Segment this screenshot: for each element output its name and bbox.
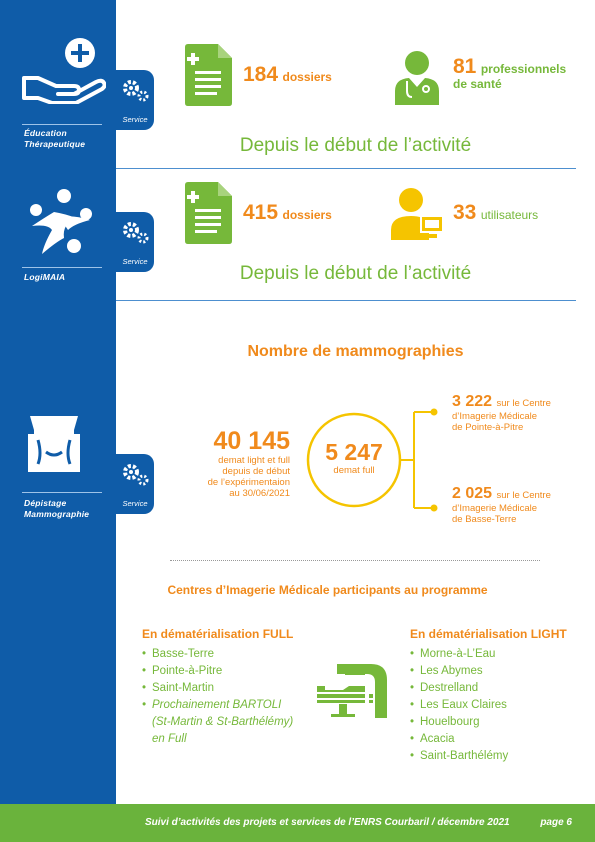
title-line: Mammographie — [24, 509, 90, 519]
stat-education-pros — [453, 55, 566, 91]
dotted-divider — [170, 560, 540, 561]
stat-logimaia-users — [453, 201, 538, 225]
list-item: • Pointe-à-Pitre — [142, 663, 293, 680]
divider — [22, 124, 102, 125]
list-item: • Morne-à-L’Eau — [410, 646, 508, 663]
user-computer-icon — [391, 186, 445, 242]
stat-caption: de Basse-Terre — [452, 514, 517, 525]
upcoming-line: en Full — [152, 733, 187, 745]
full-heading: En dématérialisation FULL — [142, 627, 294, 641]
page-number: page 6 — [540, 817, 572, 828]
section-title-education — [24, 128, 85, 150]
since-start-label: Depuis le début de l’activité — [239, 135, 472, 156]
sidebar — [0, 0, 116, 804]
stat-unit: dossiers — [282, 70, 332, 84]
stat-unit: de santé — [453, 77, 502, 91]
mammo-heading: Nombre de mammographies — [247, 343, 464, 360]
list-item: • Saint-Martin — [142, 680, 293, 697]
mammo-total — [180, 428, 290, 499]
list-item: • Basse-Terre — [142, 646, 293, 663]
divider — [22, 267, 102, 268]
footer-text: Suivi d’activités des projets et services de l’ENRS Courbaril / décembre 2021 — [145, 817, 510, 828]
stat-value: 33 — [453, 201, 477, 224]
list-item: • Houelbourg — [410, 714, 508, 731]
divider — [116, 168, 576, 169]
hand-care-icon — [22, 34, 106, 104]
divider — [22, 492, 102, 493]
stat-caption: demat full — [333, 465, 375, 476]
service-tab-education[interactable] — [116, 70, 154, 130]
service-tab-depistage[interactable] — [116, 454, 154, 514]
full-list — [142, 646, 293, 748]
title-line: Thérapeutique — [24, 139, 86, 149]
mammo-branch-pointe-a-pitre — [452, 393, 582, 433]
list-item: • Saint-Barthélémy — [410, 748, 508, 765]
document-icon — [183, 181, 235, 245]
stat-unit: professionnels — [480, 62, 567, 76]
divider — [116, 300, 576, 301]
service-label: Service — [122, 499, 148, 508]
stat-value: 184 — [243, 63, 279, 86]
stat-caption: demat light et full — [218, 455, 290, 466]
stat-value: 3 222 — [452, 393, 493, 410]
gears-icon — [122, 78, 150, 102]
list-item-upcoming — [142, 697, 293, 748]
stat-value: 81 — [453, 55, 477, 78]
doctor-icon — [393, 49, 441, 105]
stat-caption: depuis de début — [222, 466, 290, 477]
stat-value: 5 247 — [325, 439, 383, 465]
stat-value: 40 145 — [213, 427, 290, 455]
stat-unit: utilisateurs — [480, 208, 539, 222]
footer — [0, 804, 595, 842]
upcoming-line: • Prochainement BARTOLI — [152, 699, 282, 711]
list-item: • Acacia — [410, 731, 508, 748]
stat-value: 2 025 — [452, 485, 493, 502]
title-line: Dépistage — [24, 498, 67, 508]
gears-icon — [122, 462, 150, 486]
service-label: Service — [122, 257, 148, 266]
stat-caption: sur le Centre — [496, 398, 551, 409]
stat-caption: de l’expérimentaion — [207, 477, 290, 488]
mammo-branch-basse-terre — [452, 485, 582, 525]
service-label: Service — [122, 115, 148, 124]
stat-logimaia-dossiers — [243, 201, 332, 225]
gears-icon — [122, 220, 150, 244]
section-title-logimaia: LogiMAIA — [24, 272, 66, 282]
stat-unit: dossiers — [282, 208, 332, 222]
light-list — [410, 646, 508, 765]
mammo-full — [308, 440, 400, 476]
light-heading: En dématérialisation LIGHT — [410, 627, 567, 641]
since-start-label: Depuis le début de l’activité — [239, 263, 472, 284]
stat-caption: sur le Centre — [496, 490, 551, 501]
list-item: • Les Abymes — [410, 663, 508, 680]
section-title-depistage — [24, 498, 89, 520]
document-icon — [183, 43, 235, 107]
logimaia-logo-icon — [24, 188, 98, 256]
stat-caption: d’Imagerie Médicale — [452, 503, 538, 514]
stat-caption: d’Imagerie Médicale — [452, 411, 538, 422]
list-item: • Les Eaux Claires — [410, 697, 508, 714]
list-item: • Destrelland — [410, 680, 508, 697]
stat-value: 415 — [243, 201, 279, 224]
stat-education-dossiers — [243, 63, 332, 87]
mri-scanner-icon — [315, 662, 390, 720]
title-line: Éducation — [24, 128, 67, 138]
upcoming-line: (St-Martin & St-Barthélémy) — [152, 716, 294, 728]
mammography-machine-icon — [20, 414, 88, 474]
stat-caption: de Pointe-à-Pitre — [452, 422, 524, 433]
stat-caption: au 30/06/2021 — [229, 488, 290, 499]
centres-heading: Centres d’Imagerie Médicale participants au programme — [167, 583, 488, 597]
